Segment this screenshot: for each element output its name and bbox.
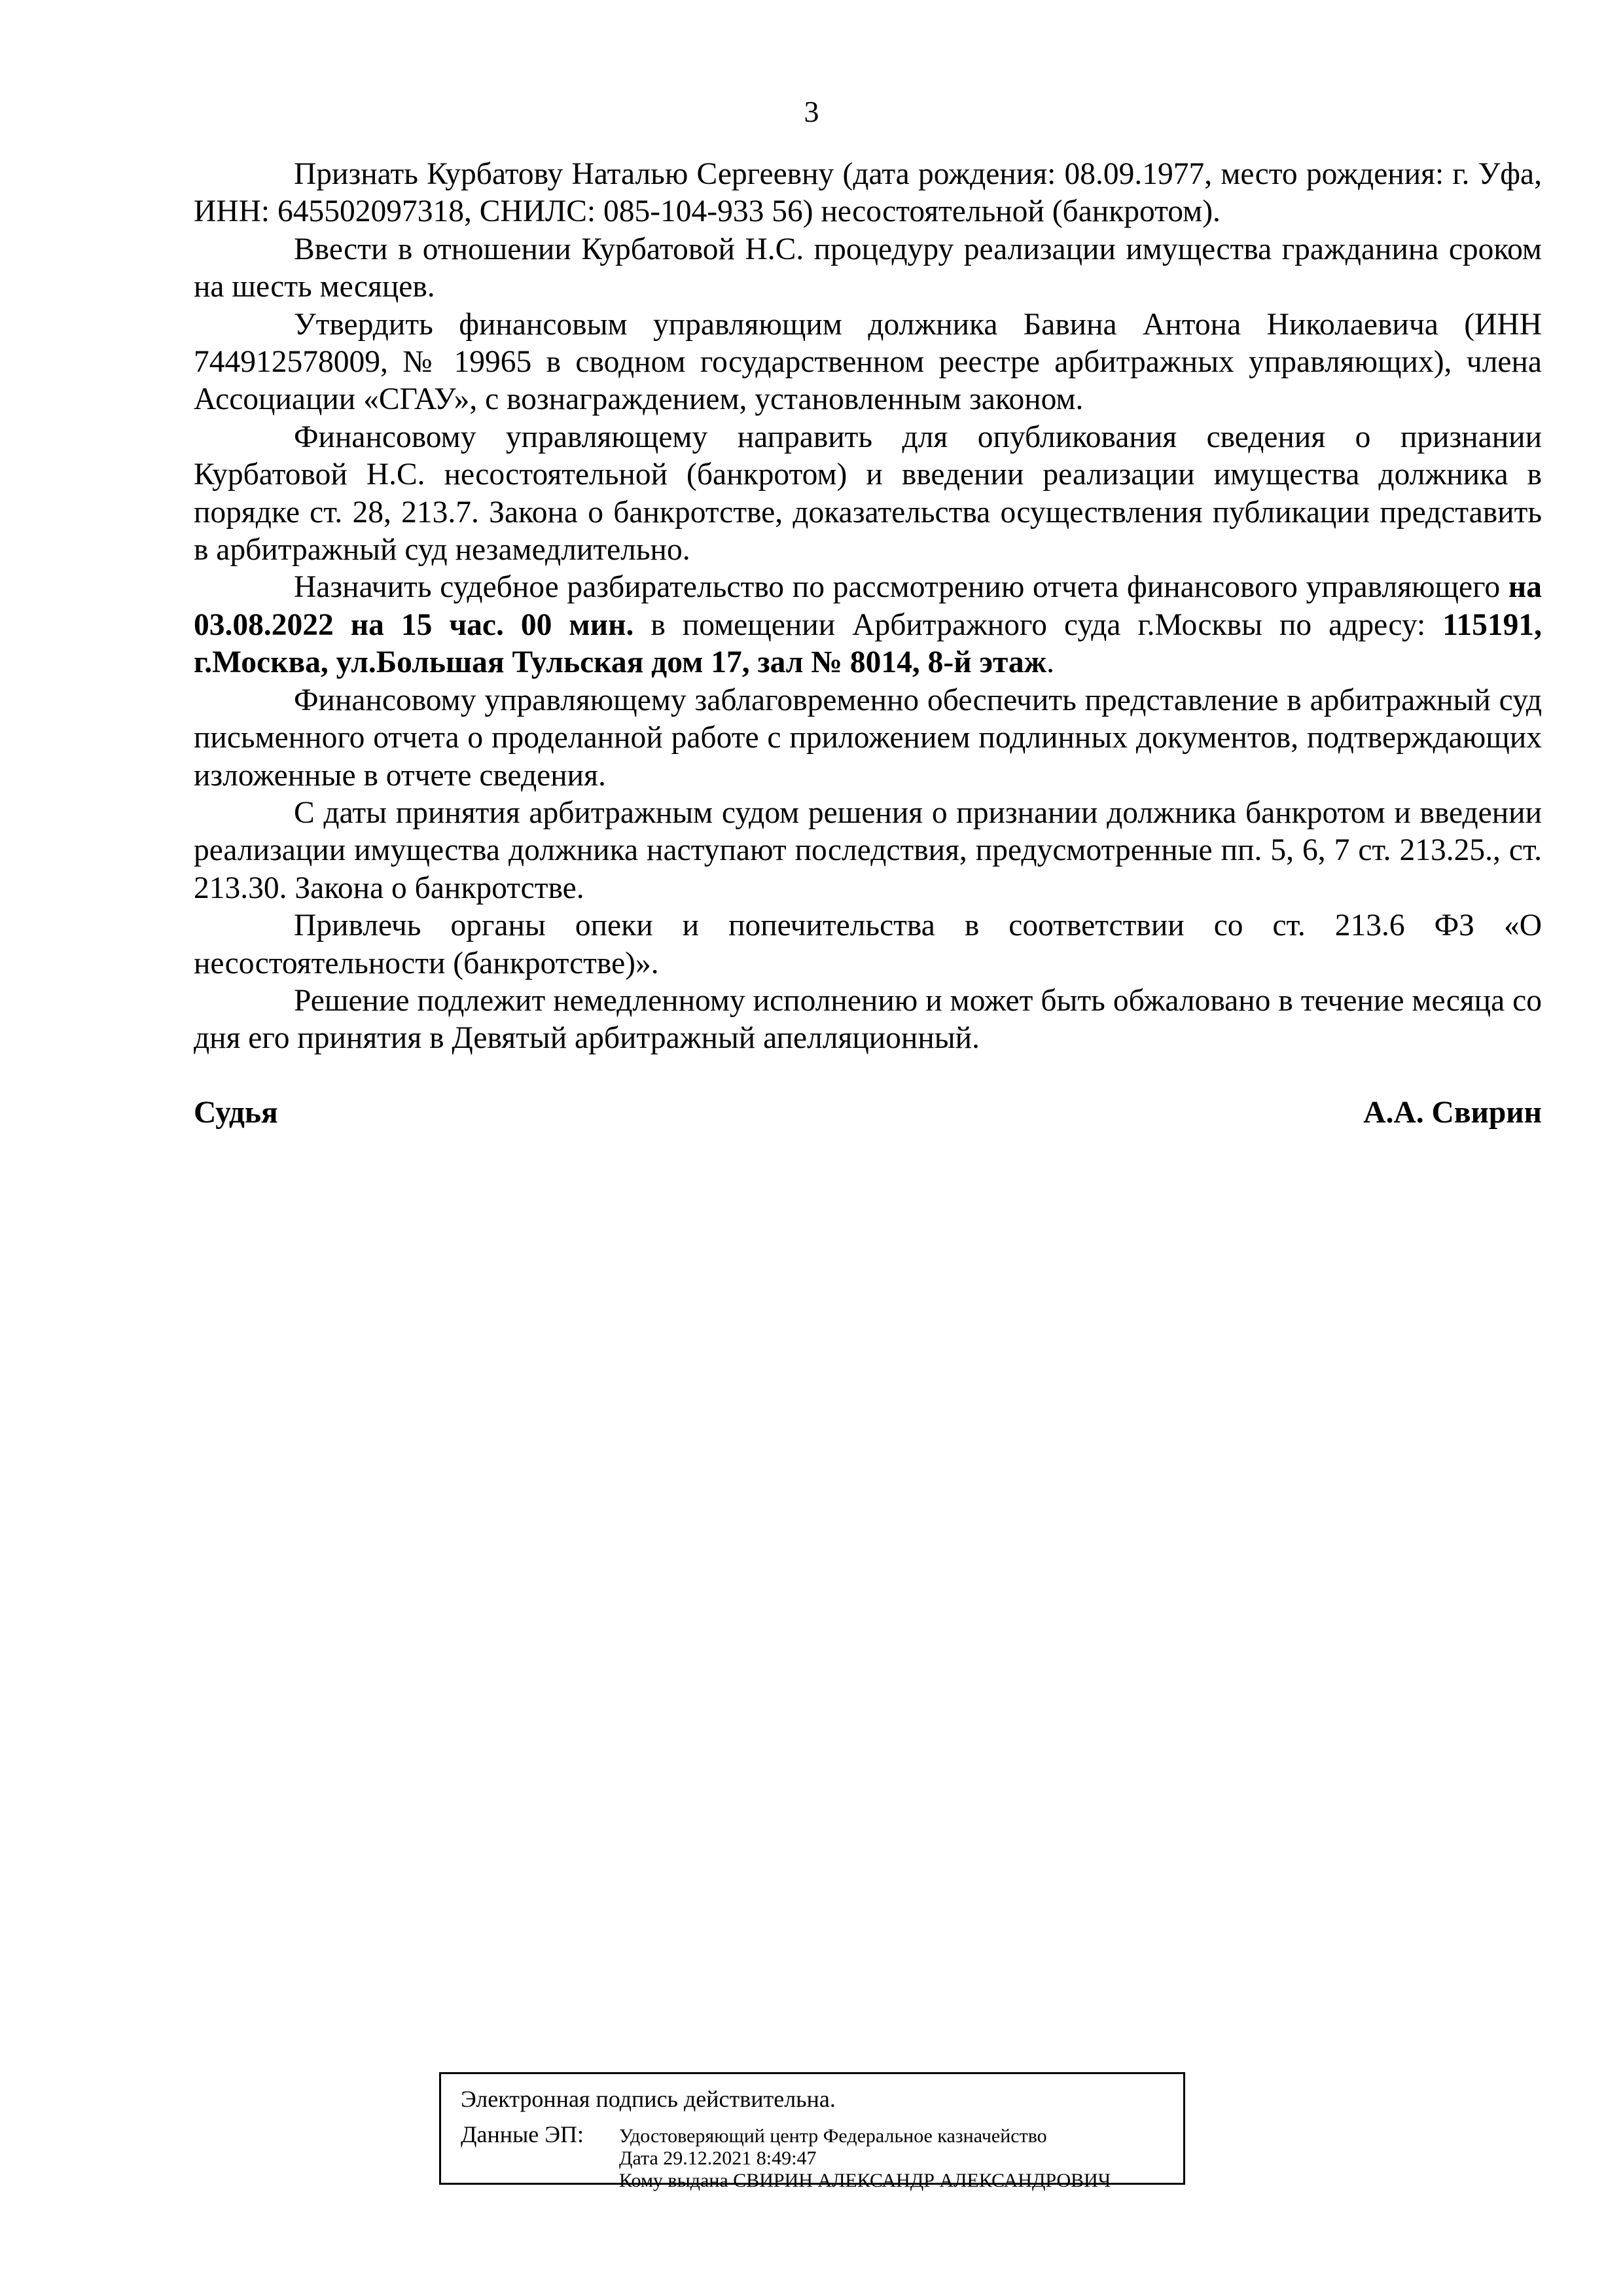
paragraph-text: Ввести в отношении Курбатовой Н.С. процедуру реализации имущества гражданина сроком на шесть месяцев. <box>194 232 1542 304</box>
paragraph-text: Решение подлежит немедленному исполнению и может быть обжаловано в течение месяца со дня его принятия в Девятый арбитражный апелляционный. <box>194 983 1542 1056</box>
e-signature-title: Электронная подпись действительна. <box>461 2086 836 2112</box>
e-signature-date: Дата 29.12.2021 8:49:47 <box>619 2147 817 2169</box>
decision-body <box>194 156 1542 1058</box>
judge-name: А.А. Свирин <box>1363 1096 1542 1130</box>
paragraph-text: Признать Курбатову Наталью Сергеевну (дата рождения: 08.09.1977, место рождения: г. Уфа, ИНН: 645502097318, СНИЛС: 085-104-933 56) несостоятельной (банкротом). <box>194 157 1542 229</box>
paragraph-text: в помещении Арбитражного суда г.Москвы по адресу: <box>633 607 1443 642</box>
court-address: 115191, г.Москва, ул.Большая Тульская дом 17, зал № 8014, 8-й этаж <box>194 607 1542 680</box>
hearing-datetime: на 03.08.2022 на 15 час. 00 мин. <box>194 570 1542 642</box>
paragraph-text: Финансовому управляющему направить для опубликования сведения о признании Курбатовой Н.С. несостоятельной (банкротом) и введении реализации имущества должника в порядке ст. 28, 213.7. Закона о банкротстве, доказательства осуществления публикации представить в арбитражный суд незамедлительно. <box>194 420 1542 567</box>
paragraph-text: Финансовому управляющему заблаговременно обеспечить представление в арбитражный суд письменного отчета о проделанной работе с приложением подлинных документов, подтверждающих изложенные в отчете сведения. <box>194 683 1542 793</box>
paragraph-text: Привлечь органы опеки и попечительства в соответствии со ст. 213.6 ФЗ «О несостоятельности (банкротстве)». <box>194 908 1542 980</box>
e-signature-stamp <box>439 2072 1185 2191</box>
paragraph-text: Утвердить финансовым управляющим должника Бавина Антона Николаевича (ИНН 744912578009, № 19965 в сводном государственном реестре арбитражных управляющих), члена Ассоциации «СГАУ», с вознаграждением, установленным законом. <box>194 307 1542 417</box>
e-signature-details <box>619 2125 1111 2192</box>
paragraph-report <box>194 682 1542 795</box>
paragraph-consequences <box>194 795 1542 907</box>
paragraph-financial-manager <box>194 306 1542 419</box>
paragraph-guardianship <box>194 907 1542 982</box>
e-signature-owner: Кому выдана СВИРИН АЛЕКСАНДР АЛЕКСАНДРОВИЧ <box>619 2170 1111 2191</box>
page-number: 3 <box>804 95 819 128</box>
paragraph-procedure <box>194 231 1542 306</box>
e-signature-issuer: Удостоверяющий центр Федеральное казначейство <box>619 2125 1047 2147</box>
judge-role: Судья <box>194 1096 278 1130</box>
paragraph-hearing <box>194 569 1542 681</box>
paragraph-text: С даты принятия арбитражным судом решения о признании должника банкротом и введении реализации имущества должника наступают последствия, предусмотренные пп. 5, 6, 7 ст. 213.25., ст. 213.30. Закона о банкротстве. <box>194 795 1542 905</box>
paragraph-text: . <box>1046 645 1054 680</box>
e-signature-label: Данные ЭП: <box>461 2121 584 2147</box>
paragraph-text: Назначить судебное разбирательство по рассмотрению отчета финансового управляющего <box>294 570 1508 605</box>
paragraph-appeal <box>194 982 1542 1058</box>
paragraph-declare-bankrupt <box>194 156 1542 231</box>
paragraph-publication <box>194 419 1542 569</box>
signature-row <box>194 1094 1542 1132</box>
